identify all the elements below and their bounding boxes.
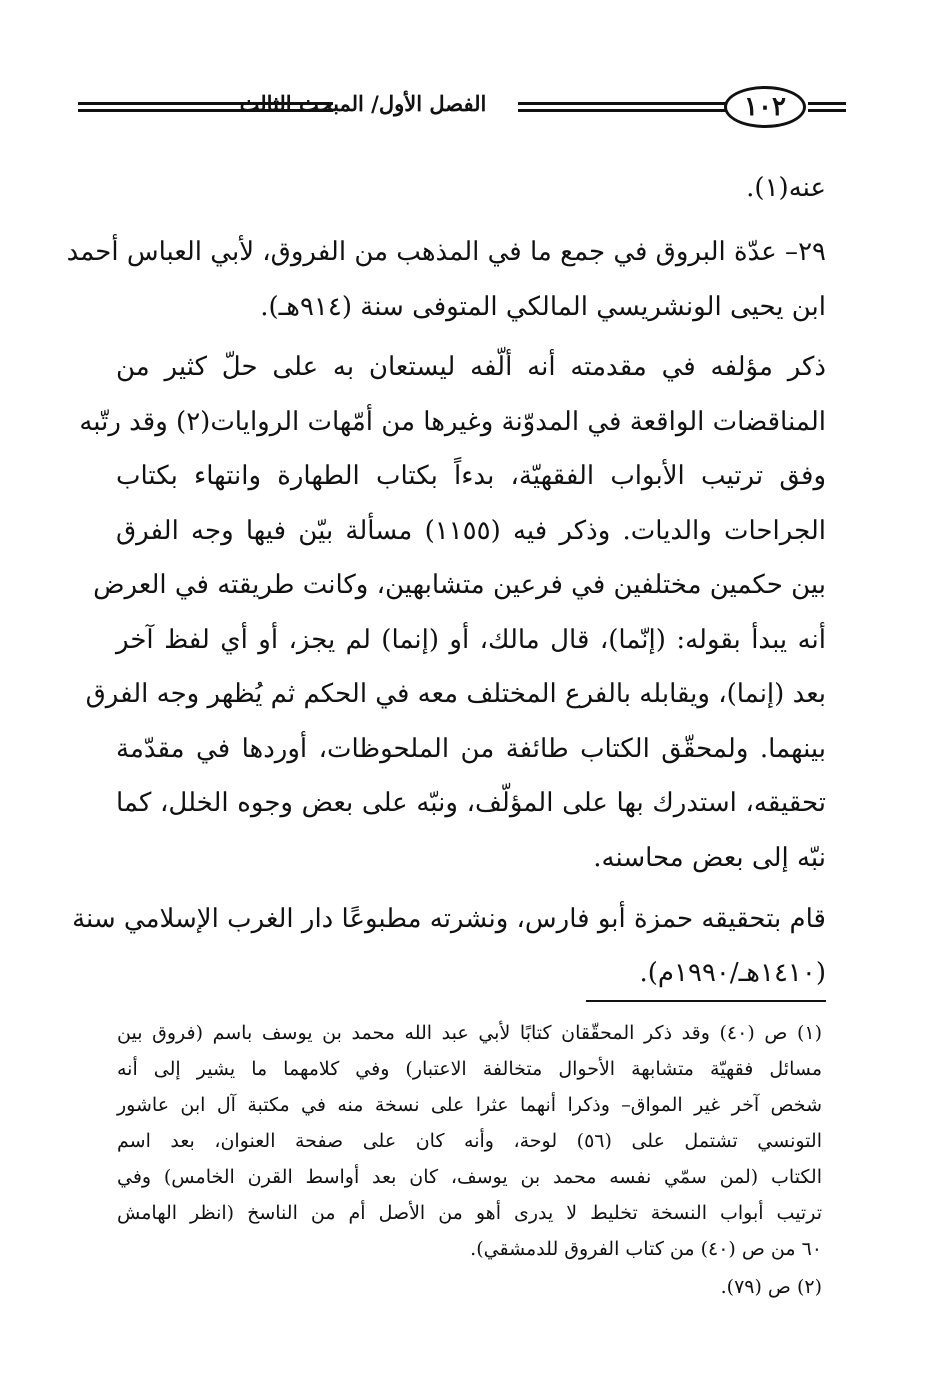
header-rule-right — [808, 102, 846, 112]
body-line: عنه(١). — [746, 173, 826, 203]
footnote-separator — [586, 1000, 826, 1002]
body-line: الجراحات والديات. وذكر فيه (١١٥٥) مسألة بيّن فيها وجه الفرق — [116, 516, 826, 546]
body-line: تحقيقه، استدرك بها على المؤلّف، ونبّه على بعض وجوه الخلل، كما — [116, 788, 826, 818]
body-line: ابن يحيى الونشريسي المالكي المتوفى سنة (٩١٤هـ). — [260, 292, 826, 322]
footnote-line: ٦٠ من ص (٤٠) من كتاب الفروق للدمشقي). — [470, 1238, 822, 1260]
body-line: (١٤١٠هـ/١٩٩٠م). — [639, 958, 826, 988]
running-head: الفصل الأول/ المبحث الثالث — [239, 91, 487, 116]
body-line: ذكر مؤلفه في مقدمته أنه ألّفه ليستعان به على حلّ كثير من — [116, 352, 826, 382]
footnote-line: (٢) ص (٧٩). — [720, 1276, 822, 1298]
page-number: ١٠٢ — [724, 86, 806, 128]
body-line: نبّه إلى بعض محاسنه. — [593, 843, 826, 873]
body-line: المناقضات الواقعة في المدوّنة وغيرها من أمّهات الروايات(٢) وقد رتّبه — [79, 407, 826, 437]
footnote-line: التونسي تشتمل على (٥٦) لوحة، وأنه كان على صفحة العنوان، بعد اسم — [117, 1130, 822, 1152]
body-line: أنه يبدأ بقوله: (إنّما)، قال مالك، أو (إنما) لم يجز، أو أي لفظ آخر — [116, 625, 826, 655]
page-header — [78, 82, 838, 132]
header-rule-middle — [518, 102, 738, 112]
body-line: بين حكمين مختلفين في فرعين متشابهين، وكانت طريقته في العرض — [93, 570, 826, 600]
footnote-line: (١) ص (٤٠) وقد ذكر المحقّقان كتابًا لأبي عبد الله محمد بن يوسف باسم (فروق بين — [117, 1022, 823, 1044]
body-line: قام بتحقيقه حمزة أبو فارس، ونشرته مطبوعًا دار الغرب الإسلامي سنة — [72, 904, 826, 934]
body-line: بينهما. ولمحقّق الكتاب طائفة من الملحوظات، أوردها في مقدّمة — [116, 734, 826, 764]
footnote-line: الكتاب (لمن سمّي نفسه محمد بن يوسف، كان بعد أواسط القرن الخامس) وفي — [117, 1166, 822, 1188]
body-line: ٢٩– عدّة البروق في جمع ما في المذهب من الفروق، لأبي العباس أحمد — [66, 237, 826, 267]
body-line: وفق ترتيب الأبواب الفقهيّة، بدءاً بكتاب الطهارة وانتهاء بكتاب — [116, 461, 826, 491]
footnote-line: مسائل فقهيّة متشابهة الأحوال متخالفة الاعتبار) وفي كلامهما ما يشير إلى أنه — [117, 1058, 822, 1080]
footnote-line: شخص آخر غير المواق– وذكرا أنهما عثرا على نسخة منه في مكتبة آل ابن عاشور — [117, 1094, 822, 1116]
footnote-line: ترتيب أبواب النسخة تخليط لا يدرى أهو من الأصل أم من الناسخ (انظر الهامش — [117, 1202, 822, 1224]
body-line: بعد (إنما)، ويقابله بالفرع المختلف معه في الحكم ثم يُظهر وجه الفرق — [85, 679, 826, 709]
